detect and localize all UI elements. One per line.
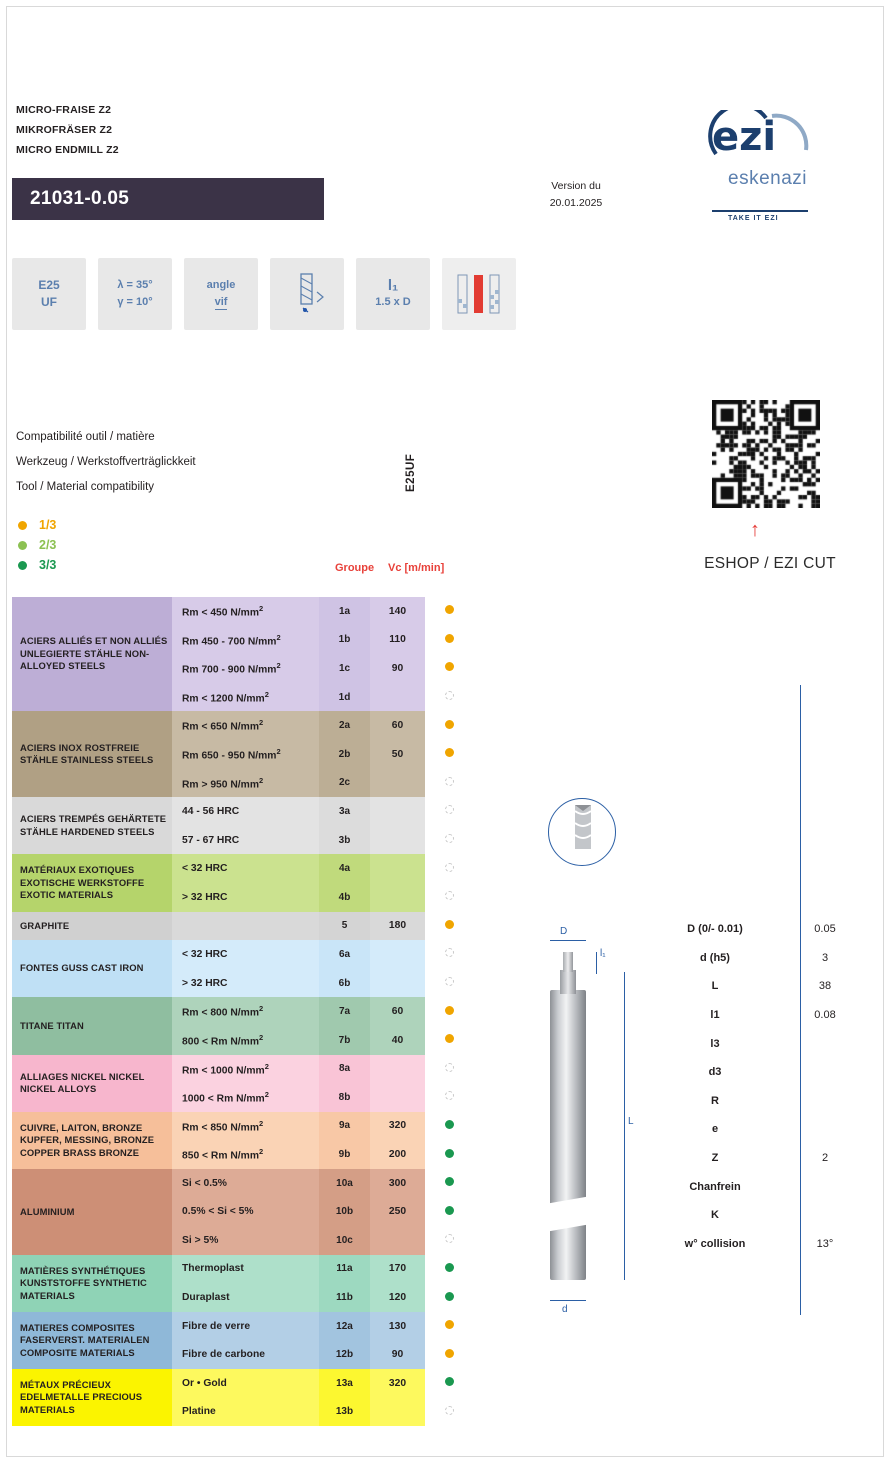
group-cell: 2a bbox=[319, 711, 370, 740]
material-spec-cell: < 32 HRC bbox=[172, 854, 319, 883]
group-cell: 5 bbox=[319, 912, 370, 941]
tool-neck bbox=[560, 970, 576, 994]
cutting-speed-cell: 250 bbox=[370, 1197, 425, 1226]
material-family-cell: ACIERS ALLIÉS ET NON ALLIÉS UNLEGIERTE STÄHLE NON-ALLOYED STEELS bbox=[12, 597, 172, 711]
dimension-value: 3 bbox=[821, 951, 829, 964]
material-spec-cell: 850 < Rm $N/mm^2$ bbox=[172, 1140, 319, 1169]
cutting-speed-cell bbox=[370, 797, 425, 826]
material-spec-cell: Si > 5% bbox=[172, 1226, 319, 1255]
dimension-value: 2 bbox=[821, 1152, 829, 1165]
rating-dot-icon bbox=[445, 1320, 454, 1329]
material-family-cell: MATIÈRES SYNTHÉTIQUES KUNSTSTOFFE SYNTHETIC MATERIALS bbox=[12, 1255, 172, 1312]
cutting-speed-cell: 50 bbox=[370, 740, 425, 769]
group-cell: 11a bbox=[319, 1255, 370, 1284]
dim-line-l1 bbox=[596, 952, 597, 974]
rating-dot-icon bbox=[445, 720, 454, 729]
dim-line-L bbox=[624, 972, 625, 1280]
material-spec-cell: Fibre de verre bbox=[172, 1312, 319, 1341]
rating-dot-cell bbox=[425, 997, 474, 1026]
rating-dot-cell bbox=[425, 1255, 474, 1284]
dim-label-D: D bbox=[560, 926, 568, 937]
rating-dot-cell bbox=[425, 654, 474, 683]
rating-dot-cell bbox=[425, 1340, 474, 1369]
product-titles bbox=[16, 100, 119, 160]
group-cell: 2c bbox=[319, 769, 370, 798]
dimension-label: l3 bbox=[710, 1037, 720, 1050]
title-de: MIKROFRÄSER Z2 bbox=[16, 124, 113, 136]
rating-dot-cell bbox=[425, 1169, 474, 1198]
rating-dot-icon bbox=[445, 634, 454, 643]
material-spec-cell: Thermoplast bbox=[172, 1255, 319, 1284]
rating-dot-icon bbox=[445, 1177, 454, 1186]
tool-geometry-glyph bbox=[279, 270, 335, 318]
material-spec-cell: Fibre de carbone bbox=[172, 1340, 319, 1369]
group-cell: 1c bbox=[319, 654, 370, 683]
cutting-speed-cell bbox=[370, 1398, 425, 1427]
material-spec-cell: Duraplast bbox=[172, 1283, 319, 1312]
group-cell: 1b bbox=[319, 626, 370, 655]
rating-dot-cell bbox=[425, 740, 474, 769]
rating-dot-icon bbox=[445, 1034, 454, 1043]
table-row bbox=[12, 997, 474, 1026]
dimension-label: d3 bbox=[708, 1066, 722, 1079]
rating-dot-cell bbox=[425, 912, 474, 941]
compatibility-titles bbox=[16, 425, 196, 500]
dim-line-d bbox=[550, 1300, 586, 1301]
helix-angle-icon bbox=[98, 258, 172, 330]
dim-label-d: d bbox=[562, 1304, 568, 1315]
version-block bbox=[520, 178, 632, 212]
rating-dot-cell bbox=[425, 1026, 474, 1055]
cutting-speed-cell: 120 bbox=[370, 1283, 425, 1312]
material-spec-cell: Platine bbox=[172, 1398, 319, 1427]
dimension-label: d (h5) bbox=[700, 951, 730, 964]
rating-dot-cell bbox=[425, 1140, 474, 1169]
tool-cutting-tip bbox=[563, 952, 573, 972]
logo-brand: ezi bbox=[712, 114, 777, 160]
rating-dot-icon bbox=[445, 748, 454, 757]
material-family-cell: CUIVRE, LAITON, BRONZE KUPFER, MESSING, BRONZE COPPER BRASS BRONZE bbox=[12, 1112, 172, 1169]
version-date: 20.01.2025 bbox=[549, 197, 603, 209]
material-spec-cell: > 32 HRC bbox=[172, 969, 319, 998]
rating-dot-cell bbox=[425, 769, 474, 798]
group-cell: 3a bbox=[319, 797, 370, 826]
compat-line-en: Tool / Material compatibility bbox=[16, 481, 155, 493]
tool-drawing bbox=[500, 780, 700, 1340]
group-cell: 9b bbox=[319, 1140, 370, 1169]
dimension-label: l1 bbox=[710, 1009, 720, 1022]
dimension-label: L bbox=[711, 980, 719, 993]
cutting-speed-cell: 110 bbox=[370, 626, 425, 655]
table-row bbox=[12, 1369, 474, 1398]
up-arrow-icon: ↑ bbox=[750, 519, 760, 541]
legend-label-2of3: 2/3 bbox=[39, 538, 57, 552]
rating-dot-cell bbox=[425, 854, 474, 883]
dimension-value: 13° bbox=[816, 1237, 834, 1250]
rating-dot-cell bbox=[425, 1197, 474, 1226]
cutting-speed-cell: 180 bbox=[370, 912, 425, 941]
coolant-icon bbox=[442, 258, 516, 330]
material-family-cell: TITANE TITAN bbox=[12, 997, 172, 1054]
rating-dot-cell bbox=[425, 1226, 474, 1255]
compatibility-legend bbox=[18, 515, 56, 575]
rating-dot-icon bbox=[445, 805, 454, 814]
material-family-cell: ALLIAGES NICKEL NICKEL NICKEL ALLOYS bbox=[12, 1055, 172, 1112]
dimension-value: 0.08 bbox=[814, 1009, 836, 1022]
rating-dot-icon bbox=[445, 891, 454, 900]
rating-dot-icon bbox=[445, 1292, 454, 1301]
group-cell: 2b bbox=[319, 740, 370, 769]
legend-label-1of3: 1/3 bbox=[39, 518, 57, 532]
table-row bbox=[12, 940, 474, 969]
dimension-label: e bbox=[711, 1123, 719, 1136]
cutting-speed-cell: 320 bbox=[370, 1112, 425, 1141]
cutting-speed-cell: 60 bbox=[370, 711, 425, 740]
table-row bbox=[12, 912, 474, 941]
ezi-eskenazi-logo bbox=[700, 110, 820, 230]
tool-tip-detail-icon bbox=[548, 798, 616, 866]
rating-dot-cell bbox=[425, 597, 474, 626]
helix-gamma: γ = 10° bbox=[117, 296, 153, 308]
rating-dot-cell bbox=[425, 1283, 474, 1312]
group-cell: 7a bbox=[319, 997, 370, 1026]
rating-dot-icon bbox=[445, 834, 454, 843]
rating-dot-cell bbox=[425, 626, 474, 655]
cutting-speed-cell bbox=[370, 883, 425, 912]
cutting-speed-cell bbox=[370, 940, 425, 969]
table-row bbox=[12, 1169, 474, 1198]
material-spec-cell: > 32 HRC bbox=[172, 883, 319, 912]
table-row bbox=[12, 1312, 474, 1341]
rating-dot-cell bbox=[425, 711, 474, 740]
tool-geometry-icon bbox=[270, 258, 344, 330]
material-family-cell: FONTES GUSS CAST IRON bbox=[12, 940, 172, 997]
material-spec-cell: Rm < 650 $N/mm^2$ bbox=[172, 711, 319, 740]
rating-dot-icon bbox=[445, 1406, 454, 1415]
feature-icon-strip bbox=[12, 258, 516, 330]
material-spec-cell: Rm < 1000 $N/mm^2$ bbox=[172, 1055, 319, 1084]
rating-dot-cell bbox=[425, 969, 474, 998]
material-spec-cell: Rm < 850 $N/mm^2$ bbox=[172, 1112, 319, 1141]
legend-dot-1of3 bbox=[18, 521, 27, 530]
rating-dot-cell bbox=[425, 940, 474, 969]
rating-dot-icon bbox=[445, 1006, 454, 1015]
material-family-cell: ACIERS INOX ROSTFREIE STÄHLE STAINLESS STEELS bbox=[12, 711, 172, 797]
group-cell: 10a bbox=[319, 1169, 370, 1198]
dim-line-D bbox=[550, 940, 586, 941]
material-family-cell: MÉTAUX PRÉCIEUX EDELMETALLE PRECIOUS MATERIALS bbox=[12, 1369, 172, 1426]
cutting-speed-cell bbox=[370, 1226, 425, 1255]
rating-dot-icon bbox=[445, 1120, 454, 1129]
rating-dot-cell bbox=[425, 1398, 474, 1427]
material-spec-cell: 44 - 56 HRC bbox=[172, 797, 319, 826]
title-en: MICRO ENDMILL Z2 bbox=[16, 144, 119, 156]
group-cell: 6a bbox=[319, 940, 370, 969]
qr-code[interactable] bbox=[712, 400, 820, 508]
column-header-vc: Vc [m/min] bbox=[388, 562, 445, 574]
cutting-speed-cell bbox=[370, 1055, 425, 1084]
dimension-value: 0.05 bbox=[814, 923, 836, 936]
table-row bbox=[12, 711, 474, 740]
reference-number: 21031-0.05 bbox=[30, 188, 130, 209]
group-cell: 6b bbox=[319, 969, 370, 998]
title-fr: MICRO-FRAISE Z2 bbox=[16, 104, 112, 116]
group-cell: 8b bbox=[319, 1083, 370, 1112]
table-row bbox=[12, 1112, 474, 1141]
compat-line-de: Werkzeug / Werkstoffverträglickkeit bbox=[16, 456, 196, 468]
material-family-cell: GRAPHITE bbox=[12, 912, 172, 941]
grade-icon bbox=[12, 258, 86, 330]
rating-dot-icon bbox=[445, 1263, 454, 1272]
group-cell: 1a bbox=[319, 597, 370, 626]
cutting-speed-cell bbox=[370, 854, 425, 883]
rating-dot-icon bbox=[445, 691, 454, 700]
rating-dot-icon bbox=[445, 777, 454, 786]
cutting-speed-cell: 200 bbox=[370, 1140, 425, 1169]
material-spec-cell: Or • Gold bbox=[172, 1369, 319, 1398]
group-cell: 3b bbox=[319, 826, 370, 855]
material-family-cell: ACIERS TREMPÉS GEHÄRTETE STÄHLE HARDENED STEELS bbox=[12, 797, 172, 854]
material-spec-cell: Rm 700 - 900 $N/mm^2$ bbox=[172, 654, 319, 683]
table-row bbox=[12, 1055, 474, 1084]
rating-dot-cell bbox=[425, 1112, 474, 1141]
dimension-label: Z bbox=[711, 1152, 719, 1165]
cutting-speed-cell: 320 bbox=[370, 1369, 425, 1398]
dimension-value: 38 bbox=[818, 980, 832, 993]
tool-tip-detail-glyph bbox=[549, 799, 616, 866]
cutting-speed-cell: 40 bbox=[370, 1026, 425, 1055]
material-spec-cell: Rm < 1200 $N/mm^2$ bbox=[172, 683, 319, 712]
reference-badge bbox=[12, 178, 324, 220]
sharp-edge-icon bbox=[184, 258, 258, 330]
material-spec-cell: < 32 HRC bbox=[172, 940, 319, 969]
flute-symbol: l₁ bbox=[387, 277, 399, 294]
cutting-speed-cell bbox=[370, 769, 425, 798]
table-row bbox=[12, 854, 474, 883]
dimension-label: R bbox=[711, 1094, 719, 1107]
cutting-speed-cell: 300 bbox=[370, 1169, 425, 1198]
table-vertical-header: E25UF bbox=[405, 453, 417, 492]
group-cell: 10b bbox=[319, 1197, 370, 1226]
group-cell: 13a bbox=[319, 1369, 370, 1398]
cutting-speed-cell: 90 bbox=[370, 654, 425, 683]
compat-line-fr: Compatibilité outil / matière bbox=[16, 431, 155, 443]
rating-dot-cell bbox=[425, 797, 474, 826]
material-spec-cell bbox=[172, 912, 319, 941]
rating-dot-cell bbox=[425, 826, 474, 855]
rating-dot-icon bbox=[445, 605, 454, 614]
material-family-cell: MATÉRIAUX EXOTIQUES EXOTISCHE WERKSTOFFE EXOTIC MATERIALS bbox=[12, 854, 172, 911]
grade-line1: E25 bbox=[38, 278, 60, 292]
coolant-glyph bbox=[450, 269, 508, 319]
cutting-speed-cell bbox=[370, 826, 425, 855]
rating-dot-icon bbox=[445, 1063, 454, 1072]
legend-label-3of3: 3/3 bbox=[39, 558, 57, 572]
rating-dot-cell bbox=[425, 883, 474, 912]
rating-dot-cell bbox=[425, 1369, 474, 1398]
group-cell: 12a bbox=[319, 1312, 370, 1341]
eshop-label: ESHOP / EZI CUT bbox=[704, 555, 836, 572]
material-spec-cell: Rm 650 - 950 $N/mm^2$ bbox=[172, 740, 319, 769]
cutting-speed-cell: 90 bbox=[370, 1340, 425, 1369]
version-label: Version du bbox=[551, 180, 601, 192]
rating-dot-cell bbox=[425, 1055, 474, 1084]
sharp-edge-line2: vif bbox=[214, 296, 228, 308]
material-spec-cell: Rm < 800 $N/mm^2$ bbox=[172, 997, 319, 1026]
cutting-speed-cell: 60 bbox=[370, 997, 425, 1026]
group-cell: 12b bbox=[319, 1340, 370, 1369]
rating-dot-icon bbox=[445, 863, 454, 872]
dimension-label: w° collision bbox=[684, 1237, 746, 1250]
dim-label-L: L bbox=[628, 1116, 634, 1127]
group-cell: 1d bbox=[319, 683, 370, 712]
logo-rule bbox=[712, 210, 808, 212]
material-spec-cell: 1000 < Rm $N/mm^2$ bbox=[172, 1083, 319, 1112]
group-cell: 7b bbox=[319, 1026, 370, 1055]
group-cell: 9a bbox=[319, 1112, 370, 1141]
cutting-speed-cell bbox=[370, 1083, 425, 1112]
rating-dot-icon bbox=[445, 1234, 454, 1243]
rating-dot-cell bbox=[425, 1083, 474, 1112]
legend-dot-2of3 bbox=[18, 541, 27, 550]
material-family-cell: ALUMINIUM bbox=[12, 1169, 172, 1255]
helix-lambda: λ = 35° bbox=[117, 279, 153, 291]
rating-dot-icon bbox=[445, 920, 454, 929]
group-cell: 13b bbox=[319, 1398, 370, 1427]
flute-length-icon bbox=[356, 258, 430, 330]
material-spec-cell: Rm < 450 $N/mm^2$ bbox=[172, 597, 319, 626]
dimension-label: D (0/- 0.01) bbox=[687, 923, 743, 936]
group-cell: 4b bbox=[319, 883, 370, 912]
rating-dot-icon bbox=[445, 1149, 454, 1158]
rating-dot-icon bbox=[445, 948, 454, 957]
material-spec-cell: Si < 0.5% bbox=[172, 1169, 319, 1198]
rating-dot-icon bbox=[445, 662, 454, 671]
cutting-speed-cell: 130 bbox=[370, 1312, 425, 1341]
legend-dot-3of3 bbox=[18, 561, 27, 570]
material-spec-cell: Rm 450 - 700 $N/mm^2$ bbox=[172, 626, 319, 655]
group-cell: 8a bbox=[319, 1055, 370, 1084]
cutting-speed-cell bbox=[370, 683, 425, 712]
dim-label-l1: l₁ bbox=[600, 948, 606, 959]
dimension-label: K bbox=[711, 1209, 719, 1222]
column-header-groupe: Groupe bbox=[335, 562, 375, 574]
cutting-speed-cell: 140 bbox=[370, 597, 425, 626]
group-cell: 11b bbox=[319, 1283, 370, 1312]
group-cell: 4a bbox=[319, 854, 370, 883]
sharp-edge-line1: angle bbox=[206, 279, 236, 291]
dimension-label: Chanfrein bbox=[689, 1180, 741, 1193]
rating-dot-icon bbox=[445, 1349, 454, 1358]
material-spec-cell: Rm > 950 $N/mm^2$ bbox=[172, 769, 319, 798]
group-cell: 10c bbox=[319, 1226, 370, 1255]
material-compatibility-table bbox=[12, 597, 474, 1426]
rating-dot-icon bbox=[445, 977, 454, 986]
table-row bbox=[12, 597, 474, 626]
material-spec-cell: 57 - 67 HRC bbox=[172, 826, 319, 855]
cutting-speed-cell bbox=[370, 969, 425, 998]
grade-line2: UF bbox=[41, 295, 57, 309]
tool-shank bbox=[550, 990, 586, 1280]
rating-dot-cell bbox=[425, 683, 474, 712]
material-spec-cell: 800 < Rm $N/mm^2$ bbox=[172, 1026, 319, 1055]
logo-slogan: TAKE IT EZI bbox=[728, 215, 779, 222]
rating-dot-icon bbox=[445, 1206, 454, 1215]
material-family-cell: MATIERES COMPOSITES FASERVERST. MATERIALEN COMPOSITE MATERIALS bbox=[12, 1312, 172, 1369]
table-row bbox=[12, 797, 474, 826]
cutting-speed-cell: 170 bbox=[370, 1255, 425, 1284]
material-spec-cell: 0.5% < Si < 5% bbox=[172, 1197, 319, 1226]
logo-name: eskenazi bbox=[728, 168, 807, 189]
table-row bbox=[12, 1255, 474, 1284]
rating-dot-cell bbox=[425, 1312, 474, 1341]
rating-dot-icon bbox=[445, 1091, 454, 1100]
flute-value: 1.5 x D bbox=[375, 296, 411, 308]
rating-dot-icon bbox=[445, 1377, 454, 1386]
